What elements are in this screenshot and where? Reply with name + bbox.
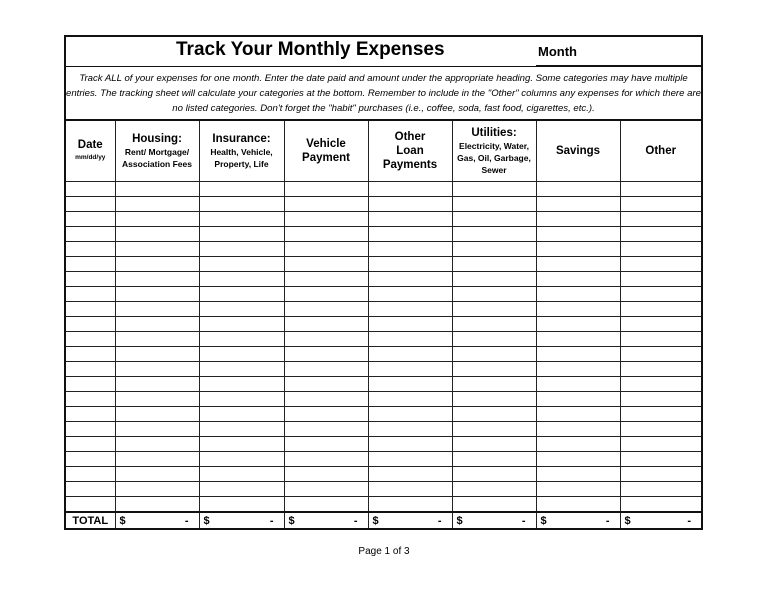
- entry-cell[interactable]: [452, 212, 536, 227]
- entry-cell[interactable]: [536, 197, 620, 212]
- entry-cell[interactable]: [66, 422, 115, 437]
- entry-cell[interactable]: [620, 452, 701, 467]
- entry-cell[interactable]: [115, 482, 199, 497]
- table-row: [66, 377, 701, 392]
- entry-cell[interactable]: [66, 437, 115, 452]
- total-cell: [115, 512, 199, 528]
- entry-cell[interactable]: [368, 497, 452, 513]
- expense-table: [66, 121, 701, 528]
- entry-cell[interactable]: [452, 257, 536, 272]
- column-title: Other: [645, 145, 677, 157]
- entry-cell[interactable]: [452, 242, 536, 257]
- total-value: -: [269, 514, 274, 527]
- entry-cell[interactable]: [66, 212, 115, 227]
- entry-cell[interactable]: [284, 482, 368, 497]
- entry-cell[interactable]: [452, 407, 536, 422]
- currency-symbol: $: [288, 514, 295, 527]
- entry-cell[interactable]: [66, 302, 115, 317]
- total-cell: [536, 512, 620, 528]
- entry-cell[interactable]: [284, 452, 368, 467]
- entry-cell[interactable]: [115, 272, 199, 287]
- entry-cell[interactable]: [284, 317, 368, 332]
- entry-cell[interactable]: [284, 212, 368, 227]
- entry-cell[interactable]: [452, 287, 536, 302]
- entry-cell[interactable]: [284, 197, 368, 212]
- entry-cell[interactable]: [66, 272, 115, 287]
- entry-cell[interactable]: [199, 182, 284, 197]
- entry-cell[interactable]: [368, 437, 452, 452]
- entry-cell[interactable]: [368, 317, 452, 332]
- entry-cell[interactable]: [536, 317, 620, 332]
- entry-cell[interactable]: [452, 197, 536, 212]
- entry-cell[interactable]: [620, 392, 701, 407]
- entry-cell[interactable]: [536, 332, 620, 347]
- entry-cell[interactable]: [452, 377, 536, 392]
- title-row: [66, 37, 701, 67]
- entry-cell[interactable]: [66, 287, 115, 302]
- entry-cell[interactable]: [368, 242, 452, 257]
- currency-symbol: $: [119, 514, 126, 527]
- entry-cell[interactable]: [284, 422, 368, 437]
- entry-cell[interactable]: [115, 242, 199, 257]
- column-header: [115, 121, 199, 182]
- entry-cell[interactable]: [284, 467, 368, 482]
- entry-cell[interactable]: [66, 452, 115, 467]
- entry-cell[interactable]: [620, 422, 701, 437]
- entry-cell[interactable]: [199, 422, 284, 437]
- table-row: [66, 182, 701, 197]
- total-cell: [452, 512, 536, 528]
- total-cell: [620, 512, 701, 528]
- entry-cell[interactable]: [284, 362, 368, 377]
- column-subtitle: mm/dd/yy: [75, 154, 106, 161]
- entry-cell[interactable]: [115, 497, 199, 513]
- entry-cell[interactable]: [115, 377, 199, 392]
- entry-cell[interactable]: [368, 227, 452, 242]
- column-title: Insurance:: [212, 133, 271, 145]
- entry-cell[interactable]: [536, 347, 620, 362]
- currency-symbol: $: [456, 514, 463, 527]
- total-label: TOTAL: [66, 512, 115, 528]
- entry-cell[interactable]: [620, 467, 701, 482]
- entry-cell[interactable]: [199, 317, 284, 332]
- entry-cell[interactable]: [115, 347, 199, 362]
- entry-cell[interactable]: [536, 422, 620, 437]
- total-value: -: [521, 514, 526, 527]
- entry-cell[interactable]: [199, 482, 284, 497]
- entry-cell[interactable]: [199, 332, 284, 347]
- table-row: [66, 497, 701, 513]
- table-row: [66, 392, 701, 407]
- entry-cell[interactable]: [115, 407, 199, 422]
- column-header: [620, 121, 701, 182]
- column-subtitle: Electricity, Water, Gas, Oil, Garbage, Sewer: [457, 141, 531, 175]
- table-row: [66, 332, 701, 347]
- entry-cell[interactable]: [199, 197, 284, 212]
- entry-cell[interactable]: [115, 227, 199, 242]
- entry-cell[interactable]: [284, 407, 368, 422]
- entry-cell[interactable]: [620, 347, 701, 362]
- column-subtitle: Rent/ Mortgage/ Association Fees: [122, 147, 192, 169]
- entry-cell[interactable]: [115, 452, 199, 467]
- entry-cell[interactable]: [452, 272, 536, 287]
- month-field[interactable]: [536, 65, 701, 67]
- entry-cell[interactable]: [66, 227, 115, 242]
- entry-cell[interactable]: [368, 467, 452, 482]
- entry-cell[interactable]: [620, 227, 701, 242]
- entry-cell[interactable]: [284, 497, 368, 513]
- total-cell: [199, 512, 284, 528]
- entry-cell[interactable]: [452, 392, 536, 407]
- entry-cell[interactable]: [66, 407, 115, 422]
- entry-cell[interactable]: [115, 317, 199, 332]
- entry-cell[interactable]: [452, 347, 536, 362]
- entry-cell[interactable]: [536, 272, 620, 287]
- entry-cell[interactable]: [284, 377, 368, 392]
- entry-cell[interactable]: [66, 257, 115, 272]
- entry-cell[interactable]: [536, 392, 620, 407]
- entry-cell[interactable]: [199, 242, 284, 257]
- entry-cell[interactable]: [620, 197, 701, 212]
- entry-cell[interactable]: [199, 287, 284, 302]
- entry-cell[interactable]: [199, 452, 284, 467]
- entry-cell[interactable]: [368, 377, 452, 392]
- currency-symbol: $: [372, 514, 379, 527]
- entry-cell[interactable]: [620, 212, 701, 227]
- entry-cell[interactable]: [452, 482, 536, 497]
- column-header: [284, 121, 368, 182]
- entry-cell[interactable]: [284, 392, 368, 407]
- entry-cell[interactable]: [452, 362, 536, 377]
- entry-cell[interactable]: [115, 392, 199, 407]
- entry-cell[interactable]: [199, 257, 284, 272]
- entry-cell[interactable]: [115, 182, 199, 197]
- entry-cell[interactable]: [115, 257, 199, 272]
- entry-cell[interactable]: [536, 437, 620, 452]
- table-row: [66, 407, 701, 422]
- entry-cell[interactable]: [115, 302, 199, 317]
- entry-cell[interactable]: [452, 227, 536, 242]
- entry-cell[interactable]: [199, 497, 284, 513]
- entry-cell[interactable]: [536, 257, 620, 272]
- entry-cell[interactable]: [66, 242, 115, 257]
- entry-cell[interactable]: [66, 497, 115, 513]
- total-value: -: [437, 514, 442, 527]
- page-number: Page 1 of 3: [358, 546, 410, 557]
- entry-cell[interactable]: [284, 242, 368, 257]
- currency-symbol: $: [203, 514, 210, 527]
- total-value: -: [687, 514, 691, 527]
- table-row: [66, 317, 701, 332]
- entry-cell[interactable]: [284, 287, 368, 302]
- entry-cell[interactable]: [115, 437, 199, 452]
- entry-cell[interactable]: [115, 467, 199, 482]
- entry-cell[interactable]: [199, 392, 284, 407]
- column-header: [66, 121, 115, 182]
- table-row: [66, 347, 701, 362]
- entry-cell[interactable]: [66, 347, 115, 362]
- entry-cell[interactable]: [536, 302, 620, 317]
- entry-cell[interactable]: [66, 182, 115, 197]
- entry-cell[interactable]: [199, 212, 284, 227]
- table-row: [66, 467, 701, 482]
- entry-cell[interactable]: [115, 422, 199, 437]
- entry-cell[interactable]: [620, 437, 701, 452]
- entry-cell[interactable]: [452, 437, 536, 452]
- entry-cell[interactable]: [66, 317, 115, 332]
- entry-cell[interactable]: [368, 332, 452, 347]
- column-header: [199, 121, 284, 182]
- total-cell: [284, 512, 368, 528]
- table-row: [66, 197, 701, 212]
- table-row: [66, 422, 701, 437]
- entry-cell[interactable]: [199, 407, 284, 422]
- entry-cell[interactable]: [115, 287, 199, 302]
- column-title: Vehicle Payment: [302, 138, 350, 164]
- entry-cell[interactable]: [368, 407, 452, 422]
- entry-cell[interactable]: [199, 467, 284, 482]
- entry-cell[interactable]: [284, 257, 368, 272]
- table-row: [66, 257, 701, 272]
- entry-cell[interactable]: [536, 452, 620, 467]
- entry-cell[interactable]: [368, 452, 452, 467]
- column-header: [452, 121, 536, 182]
- table-row: [66, 362, 701, 377]
- entry-cell[interactable]: [368, 392, 452, 407]
- entry-cell[interactable]: [620, 377, 701, 392]
- currency-symbol: $: [624, 514, 631, 527]
- entry-cell[interactable]: [452, 497, 536, 513]
- entry-cell[interactable]: [66, 362, 115, 377]
- entry-cell[interactable]: [620, 302, 701, 317]
- entry-cell[interactable]: [199, 437, 284, 452]
- entry-cell[interactable]: [284, 332, 368, 347]
- entry-cell[interactable]: [452, 452, 536, 467]
- entry-cell[interactable]: [452, 182, 536, 197]
- entry-cell[interactable]: [66, 332, 115, 347]
- entry-cell[interactable]: [536, 497, 620, 513]
- total-cell: [368, 512, 452, 528]
- table-row: [66, 242, 701, 257]
- page-title: Track Your Monthly Expenses: [176, 39, 445, 60]
- entry-cell[interactable]: [284, 437, 368, 452]
- entry-cell[interactable]: [199, 347, 284, 362]
- entry-cell[interactable]: [115, 197, 199, 212]
- entry-cell[interactable]: [66, 377, 115, 392]
- entry-cell[interactable]: [620, 287, 701, 302]
- entry-cell[interactable]: [284, 182, 368, 197]
- entry-cell[interactable]: [452, 302, 536, 317]
- entry-cell[interactable]: [199, 362, 284, 377]
- entry-cell[interactable]: [368, 197, 452, 212]
- entry-cell[interactable]: [620, 362, 701, 377]
- table-row: [66, 437, 701, 452]
- entry-cell[interactable]: [368, 482, 452, 497]
- entry-cell[interactable]: [620, 317, 701, 332]
- entry-cell[interactable]: [66, 392, 115, 407]
- entry-cell[interactable]: [620, 332, 701, 347]
- entry-cell[interactable]: [284, 347, 368, 362]
- entry-cell[interactable]: [536, 212, 620, 227]
- entry-cell[interactable]: [620, 407, 701, 422]
- column-title: Housing:: [132, 133, 182, 145]
- table-row: [66, 452, 701, 467]
- entry-cell[interactable]: [536, 182, 620, 197]
- entry-cell[interactable]: [368, 212, 452, 227]
- entry-cell[interactable]: [368, 302, 452, 317]
- entry-cell[interactable]: [536, 407, 620, 422]
- entry-cell[interactable]: [199, 272, 284, 287]
- entry-cell[interactable]: [199, 302, 284, 317]
- entry-cell[interactable]: [536, 362, 620, 377]
- entry-cell[interactable]: [368, 347, 452, 362]
- column-header: [368, 121, 452, 182]
- entry-cell[interactable]: [115, 362, 199, 377]
- entry-cell[interactable]: [536, 377, 620, 392]
- total-value: -: [184, 514, 189, 527]
- entry-cell[interactable]: [536, 482, 620, 497]
- header-row: [66, 121, 701, 182]
- entry-cell[interactable]: [452, 332, 536, 347]
- entry-cell[interactable]: [368, 272, 452, 287]
- entry-cell[interactable]: [284, 227, 368, 242]
- entry-cell[interactable]: [368, 257, 452, 272]
- entry-cell[interactable]: [536, 287, 620, 302]
- entry-cell[interactable]: [284, 272, 368, 287]
- table-row: [66, 212, 701, 227]
- entry-cell[interactable]: [368, 362, 452, 377]
- entry-cell[interactable]: [620, 272, 701, 287]
- entry-cell[interactable]: [115, 212, 199, 227]
- entry-cell[interactable]: [620, 182, 701, 197]
- total-value: -: [353, 514, 358, 527]
- entry-cell[interactable]: [368, 287, 452, 302]
- entry-cell[interactable]: [620, 482, 701, 497]
- currency-symbol: $: [540, 514, 547, 527]
- entry-cell[interactable]: [620, 257, 701, 272]
- expense-sheet: [64, 35, 703, 530]
- entry-cell[interactable]: [536, 227, 620, 242]
- entry-cell[interactable]: [284, 302, 368, 317]
- entry-cell[interactable]: [620, 242, 701, 257]
- entry-cell[interactable]: [66, 482, 115, 497]
- entry-cell[interactable]: [620, 497, 701, 513]
- entry-cell[interactable]: [452, 422, 536, 437]
- entry-cell[interactable]: [115, 332, 199, 347]
- column-title: Savings: [555, 145, 601, 157]
- total-value: -: [605, 514, 610, 527]
- entry-cell[interactable]: [199, 227, 284, 242]
- entry-cell[interactable]: [66, 197, 115, 212]
- table-row: [66, 287, 701, 302]
- entry-cell[interactable]: [452, 467, 536, 482]
- column-title: Utilities:: [471, 127, 517, 139]
- instructions: Track ALL of your expenses for one month. Enter the date paid and amount under the appropriate heading. Some categories may have multiple entries. The tracking sheet will calculate your categories at the bottom. Remember to include in the "Other" columns any expenses for which there are no listed categories. Don't forget the "habit" purchases (i.e., coffee, soda, fast food, cigarettes, etc.).: [66, 67, 701, 121]
- entry-cell[interactable]: [368, 422, 452, 437]
- entry-cell[interactable]: [536, 242, 620, 257]
- month-label: Month: [538, 44, 577, 59]
- entry-cell[interactable]: [452, 317, 536, 332]
- table-row: [66, 482, 701, 497]
- column-title: Date: [77, 139, 103, 151]
- entry-cell[interactable]: [66, 467, 115, 482]
- table-row: [66, 302, 701, 317]
- table-row: [66, 227, 701, 242]
- table-row: [66, 272, 701, 287]
- total-row: [66, 512, 701, 528]
- entry-cell[interactable]: [536, 467, 620, 482]
- column-header: [536, 121, 620, 182]
- column-title: Other Loan Payments: [382, 131, 438, 171]
- column-subtitle: Health, Vehicle, Property, Life: [210, 147, 273, 169]
- entry-cell[interactable]: [199, 377, 284, 392]
- entry-cell[interactable]: [368, 182, 452, 197]
